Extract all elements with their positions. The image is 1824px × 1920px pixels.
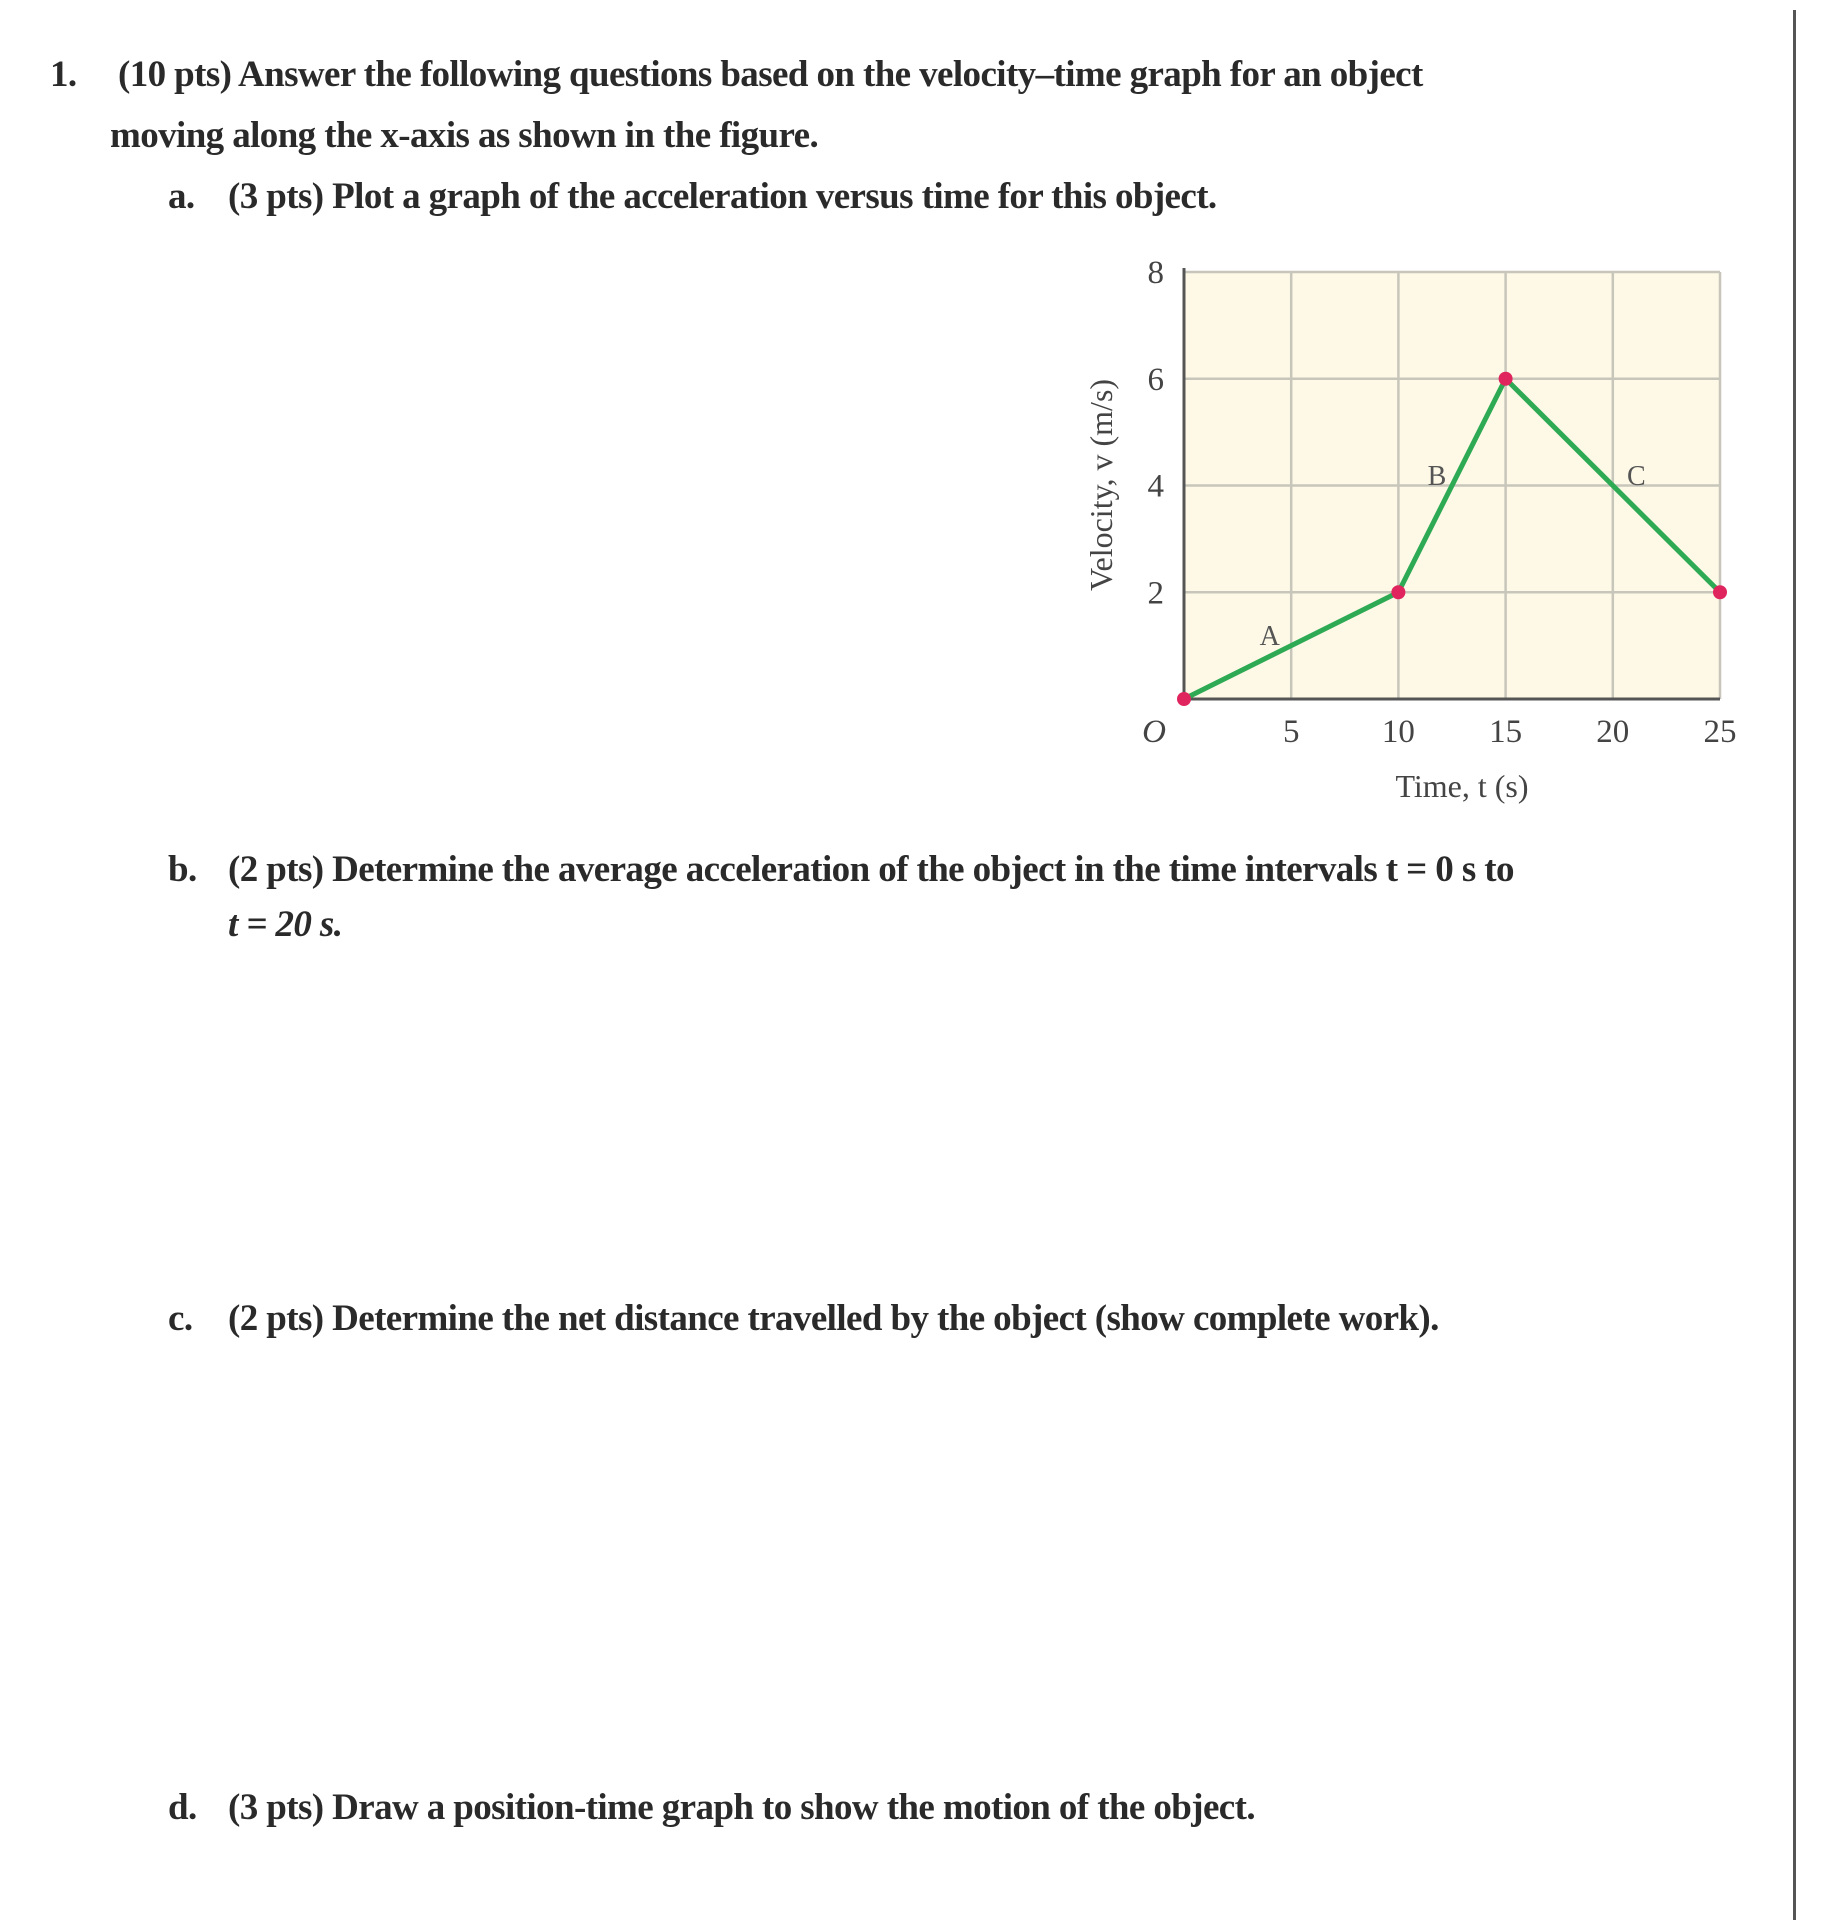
x-tick-label: 5 [1282, 714, 1300, 750]
part-d-text: (3 pts) Draw a position-time graph to show the motion of the object. [228, 1787, 1255, 1828]
part-d-label: d. [168, 1787, 197, 1828]
part-a-text: (3 pts) Plot a graph of the acceleration versus time for this object. [228, 176, 1217, 217]
y-tick-label: 2 [1147, 575, 1164, 612]
y-tick-label: 6 [1147, 361, 1164, 398]
x-tick-label: O [1142, 714, 1166, 750]
x-tick-label: 10 [1381, 714, 1415, 750]
segment-label: C [1627, 460, 1646, 492]
part-b-text-line2: t = 20 s. [228, 904, 343, 945]
x-tick-label: 20 [1596, 714, 1630, 750]
question-intro-line2: moving along the x-axis as shown in the figure. [110, 115, 819, 156]
data-point [1391, 585, 1405, 599]
segment-label: B [1427, 460, 1447, 492]
segment-label: A [1259, 620, 1280, 652]
y-axis-label: Velocity, v (m/s) [1083, 378, 1119, 592]
x-tick-label: 25 [1703, 714, 1737, 750]
y-tick-label: 8 [1147, 255, 1164, 291]
velocity-time-chart [0, 0, 1824, 820]
question-intro-line1: (10 pts) Answer the following questions based on the velocity–time graph for an object [118, 54, 1423, 95]
part-a-label: a. [168, 176, 195, 217]
x-tick-label: 15 [1489, 714, 1523, 750]
data-point [1177, 692, 1191, 706]
x-axis-label: Time, t (s) [1395, 768, 1529, 804]
data-point [1499, 372, 1513, 386]
y-tick-label: 4 [1147, 468, 1164, 505]
part-b-text: (2 pts) Determine the average acceleration of the object in the time intervals t = 0 s to [228, 849, 1514, 890]
question-number: 1. [50, 54, 77, 95]
part-c-label: c. [168, 1298, 193, 1339]
data-point [1713, 585, 1727, 599]
part-c-text: (2 pts) Determine the net distance travelled by the object (show complete work). [228, 1298, 1439, 1339]
part-b-label: b. [168, 849, 197, 890]
